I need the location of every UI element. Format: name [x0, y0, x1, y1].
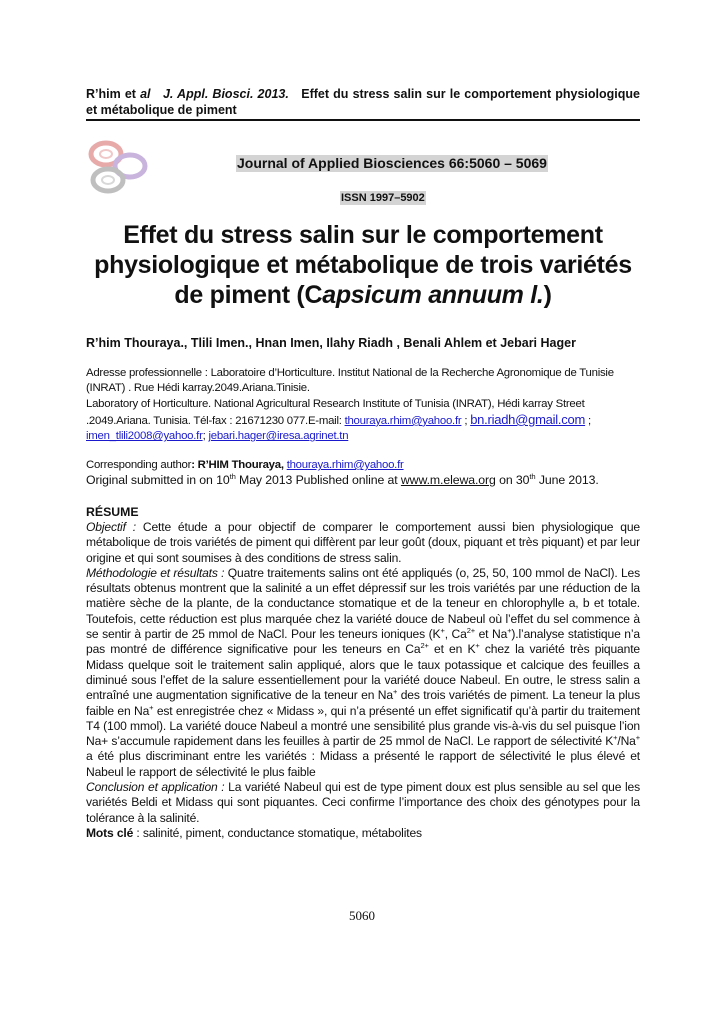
running-header-journal: J. Appl. Biosci. 2013.: [162, 87, 289, 101]
ion-charge: 2+: [420, 641, 429, 651]
affiliation-block: [86, 366, 640, 444]
abstract-keywords: [86, 826, 640, 841]
title-species-c: C: [304, 281, 323, 309]
email-separator: ;: [461, 414, 471, 427]
website-link[interactable]: www.m.elewa.org: [400, 473, 496, 487]
author-list: R’him Thouraya., Tlili Imen., Hnan Imen, Ilahy Riadh , Benali Ahlem et Jebari Hager: [86, 336, 576, 350]
journal-line: Journal of Applied Biosciences 66:5060 – 5069: [237, 155, 547, 171]
submission-text: May 2013 Published online at: [235, 473, 401, 487]
submission-dates: [86, 473, 599, 488]
ion-charge: +: [507, 626, 512, 636]
address-en-line: [86, 397, 640, 445]
methods-text: ).l’analyse statistique n’a pas montré de différence significative pour les teneurs en Ca: [86, 627, 640, 657]
address-en: Laboratory of Horticulture. National Agricultural Research Institute of Tunisia (INRAT), Hédi karray Street .2049.Ariana. Tunisia. Tél-fax : 21671230 077.E-mail:: [86, 397, 585, 427]
running-header-title: Effet du stress salin sur le comportement physiologique et métabolique de piment: [86, 87, 640, 117]
page-number: 5060: [349, 908, 375, 923]
issn: ISSN 1997–5902: [341, 192, 425, 204]
ion-charge: +: [149, 702, 154, 712]
objective-text: Cette étude a pour objectif de comparer le comportement aussi bien physiologique que métabolique de trois variétés de piment qui diffèrent par leur goût (doux, piquant et très piquant) et par leur origine et qui sont soumises à des conditions de stress salin.: [86, 520, 640, 565]
methods-text: , Ca: [444, 627, 467, 642]
objective-label: Objectif :: [86, 520, 143, 534]
conclusion-label: Conclusion et application :: [86, 780, 229, 795]
email-link-hager[interactable]: jebari.hager@iresa.agrinet.tn: [208, 430, 349, 443]
submission-text: Original submitted in on 10: [86, 473, 230, 487]
methods-text: /Na: [617, 734, 636, 749]
methods-text: chez la variété très piquante Midass quelque soit le traitement salin appliqué, alors que le taux potassique et calcique des feuilles a diminué sous l’effet de la salure essentiellement pour la variété douce Nabeul. En outre, le stress salin a entraîné une augmentation significative de la teneur en Na: [86, 642, 640, 703]
running-header-al: al: [140, 87, 151, 101]
ion-charge: 2+: [466, 626, 475, 636]
ordinal-suffix: th: [229, 471, 236, 481]
abstract-conclusion: [86, 780, 640, 826]
corresponding-email-link[interactable]: thouraya.rhim@yahoo.fr: [286, 459, 404, 471]
corresponding-author: [86, 458, 640, 473]
methods-text: Quatre traitements salins ont été appliqués (o, 25, 50, 100 mmol de NaCl). Les résultats obtenus montrent que la salinité a un effet dépressif sur les trois variétés par une réduction de la matière sèche de la plante, de la conductance stomatique et de la teneur en chlorophylle a, b et totale. Toutefois, cette réduction est plus marquée chez la variété douce de Nabeul où l’effet du sel commence à se sentir à partir de 25 mmol de NaCl. Pour les teneurs ioniques (K: [86, 565, 640, 642]
methods-label: Méthodologie et résultats :: [86, 565, 228, 580]
keywords-label: Mots clé: [86, 825, 134, 840]
email-link-imen[interactable]: imen_tlili2008@yahoo.fr: [86, 430, 203, 443]
running-header: [86, 86, 640, 118]
conclusion-text: La variété Nabeul qui est de type piment doux est plus sensible au sel que les variétés Beldi et Midass qui sont piquantes. Ceci confirme l’importance des choix des génotypes pour la tolérance à la salinité.: [86, 780, 640, 825]
header-rule: [86, 119, 640, 121]
title-species: apsicum annuum l.: [322, 281, 544, 309]
email-link-thouraya[interactable]: thouraya.rhim@yahoo.fr: [344, 414, 462, 427]
email-separator: ;: [585, 414, 591, 427]
methods-text: a été plus discriminant entre les variétés : Midass a présenté le rapport de sélectivité le plus élevé et Nabeul le rapport de sélectivité le plus faible: [86, 749, 640, 779]
ion-charge: +: [475, 641, 480, 651]
journal-logo-icon: [84, 136, 156, 198]
title-close: ): [543, 281, 552, 309]
ion-charge: +: [635, 733, 640, 743]
methods-text: et en K: [428, 642, 476, 657]
ion-charge: +: [613, 733, 618, 743]
corresponding-label: Corresponding author: [86, 459, 192, 471]
running-header-authors: R’him et: [86, 87, 141, 101]
paper-title: [86, 220, 640, 310]
ordinal-suffix: th: [529, 471, 536, 481]
address-fr: Adresse professionnelle : Laboratoire d’Horticulture. Institut National de la Recherche Agronomique de Tunisie (INRAT) . Rue Hédi karray.2049.Ariana.Tinisie.: [86, 367, 614, 395]
methods-text: des trois variétés de piment. La teneur la plus faible en Na: [86, 688, 641, 718]
resume-heading: RÉSUME: [86, 505, 139, 519]
corresponding-name: : R’HIM Thouraya,: [191, 459, 287, 471]
methods-text: est enregistrée chez « Midass », qui n’a présenté un effet significatif qu’à partir du traitement T4 (100 mmol). La variété douce Nabeul a montré une sensibilité plus grande vis-à-vis du sel puisque l’ion Na+ s’accumule rapidement dans les feuilles à partir de 25 mmol de NaCl. Le rapport de sélectivité K: [86, 703, 640, 749]
ion-charge: +: [392, 687, 398, 697]
methods-text: et Na: [474, 627, 508, 642]
ion-charge: +: [440, 626, 445, 636]
title-main: Effet du stress salin sur le comportement physiologique et métabolique de trois variétés de piment (: [94, 221, 632, 309]
abstract-body: [86, 520, 640, 841]
abstract-objective: [86, 520, 640, 566]
submission-text: on 30: [495, 473, 530, 487]
keywords-text: : salinité, piment, conductance stomatique, métabolites: [133, 825, 422, 840]
submission-text: June 2013.: [535, 473, 599, 487]
email-separator: ;: [202, 430, 206, 443]
email-link-riadh[interactable]: bn.riadh@gmail.com: [470, 411, 586, 427]
abstract-methods: [86, 566, 640, 780]
